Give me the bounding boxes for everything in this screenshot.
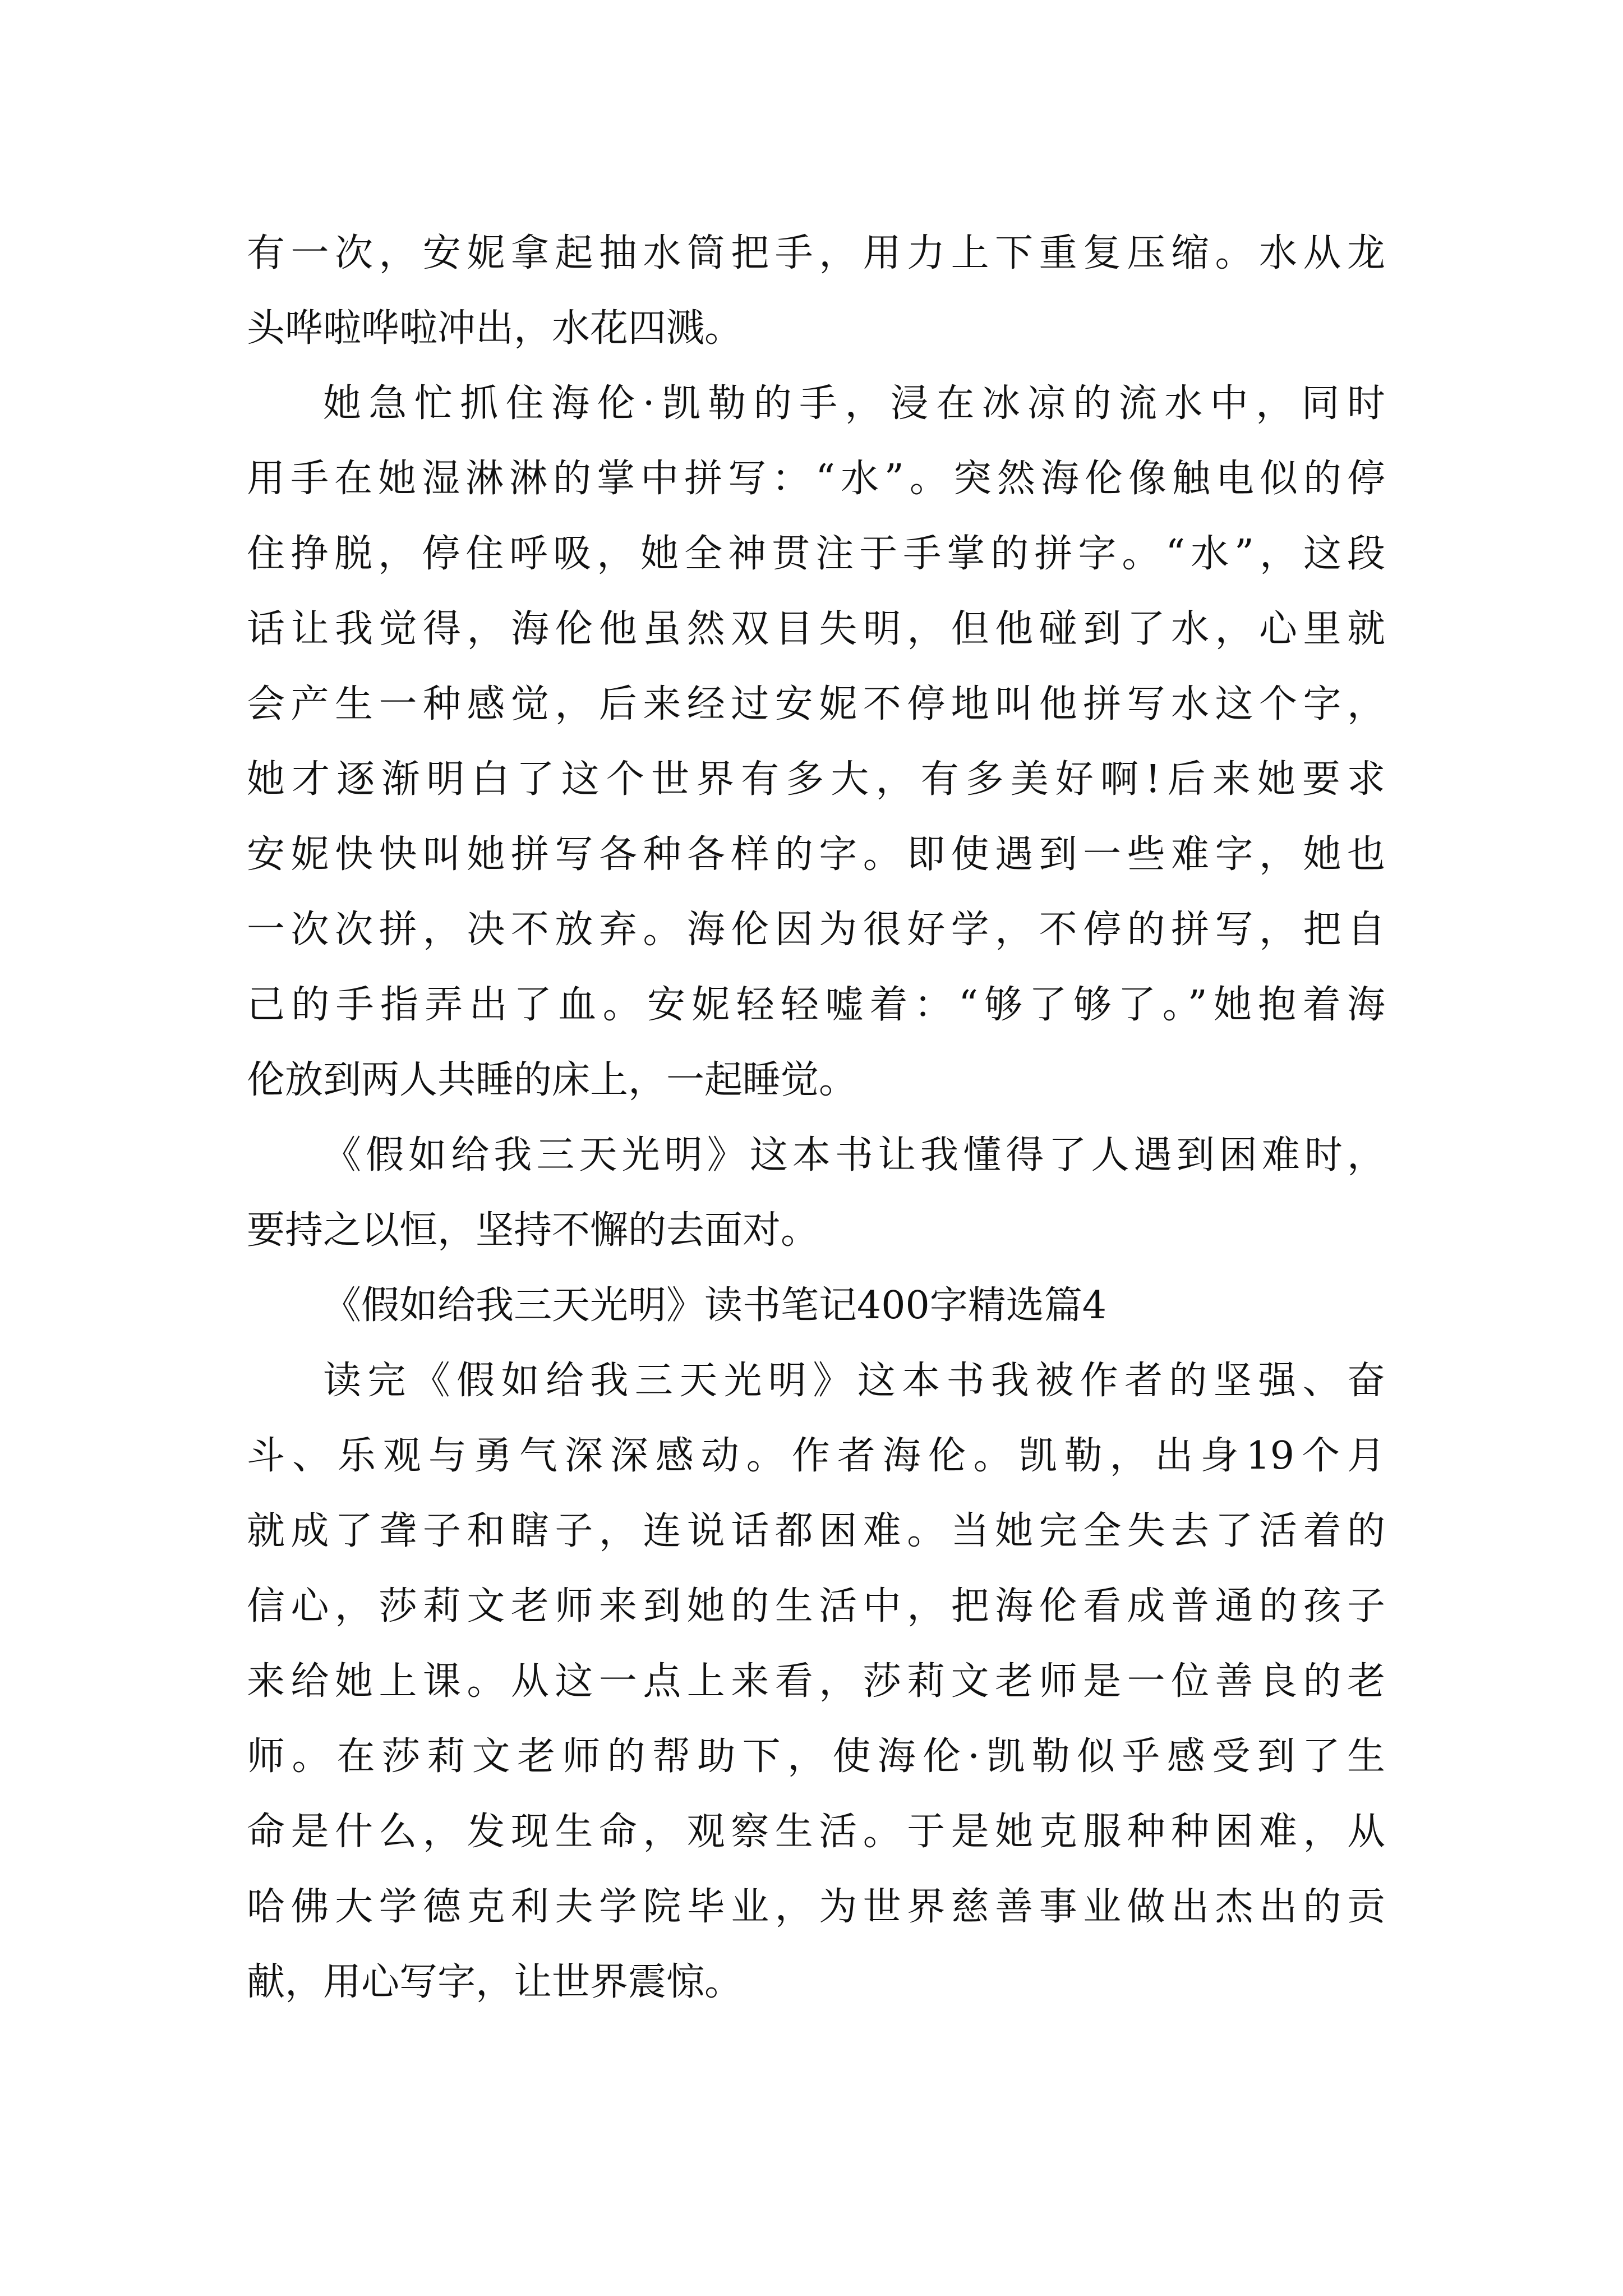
text-line: 哈佛大学德克利夫学院毕业，为世界慈善事业做出杰出的贡 [247,1885,1385,1929]
section-heading: 《假如给我三天光明》读书笔记400字精选篇4 [323,1283,1107,1328]
text-line: 信心，莎莉文老师来到她的生活中，把海伦看成普通的孩子 [247,1584,1385,1628]
text-line: 命是什么，发现生命，观察生活。于是她克服种种困难，从 [247,1810,1385,1854]
paragraph-4 [247,1343,1385,2020]
text-line: 头哗啦哗啦冲出，水花四溅。 [247,306,743,351]
text-line: 献，用心写字，让世界震惊。 [247,1960,743,2004]
paragraph-1 [247,216,1385,366]
paragraph-3 [247,1118,1385,1268]
text-line: 就成了聋子和瞎子，连说话都困难。当她完全失去了活着的 [247,1509,1385,1553]
text-line: 一次次拼，决不放弃。海伦因为很好学，不停的拼写，把自 [247,908,1385,952]
text-line: 会产生一种感觉，后来经过安妮不停地叫他拼写水这个字， [247,682,1385,726]
document-body [247,216,1385,2020]
text-line: 话让我觉得，海伦他虽然双目失明，但他碰到了水，心里就 [247,607,1385,651]
text-line: 安妮快快叫她拼写各种各样的字。即使遇到一些难字，她也 [247,832,1385,877]
text-line: 有一次，安妮拿起抽水筒把手，用力上下重复压缩。水从龙 [247,231,1385,275]
text-line: 己的手指弄出了血。安妮轻轻嘘着：“够了够了。”她抱着海 [247,983,1385,1027]
text-line: 住挣脱，停住呼吸，她全神贯注于手掌的拼字。“水”，这段 [247,532,1385,576]
text-line: 《假如给我三天光明》这本书让我懂得了人遇到困难时， [323,1133,1385,1177]
text-line: 她急忙抓住海伦·凯勒的手，浸在冰凉的流水中，同时 [323,381,1385,426]
text-line: 伦放到两人共睡的床上，一起睡觉。 [247,1058,857,1102]
text-line: 读完《假如给我三天光明》这本书我被作者的坚强、奋 [323,1359,1385,1403]
text-line: 要持之以恒，坚持不懈的去面对。 [247,1208,819,1253]
text-line: 师。在莎莉文老师的帮助下，使海伦·凯勒似乎感受到了生 [247,1734,1385,1779]
paragraph-2 [247,366,1385,1118]
text-line: 斗、乐观与勇气深深感动。作者海伦。凯勒，出身19个月 [247,1434,1385,1478]
text-line: 用手在她湿淋淋的掌中拼写：“水”。突然海伦像触电似的停 [247,457,1385,501]
text-line: 来给她上课。从这一点上来看，莎莉文老师是一位善良的老 [247,1659,1385,1704]
text-line: 她才逐渐明白了这个世界有多大，有多美好啊!后来她要求 [247,757,1385,802]
